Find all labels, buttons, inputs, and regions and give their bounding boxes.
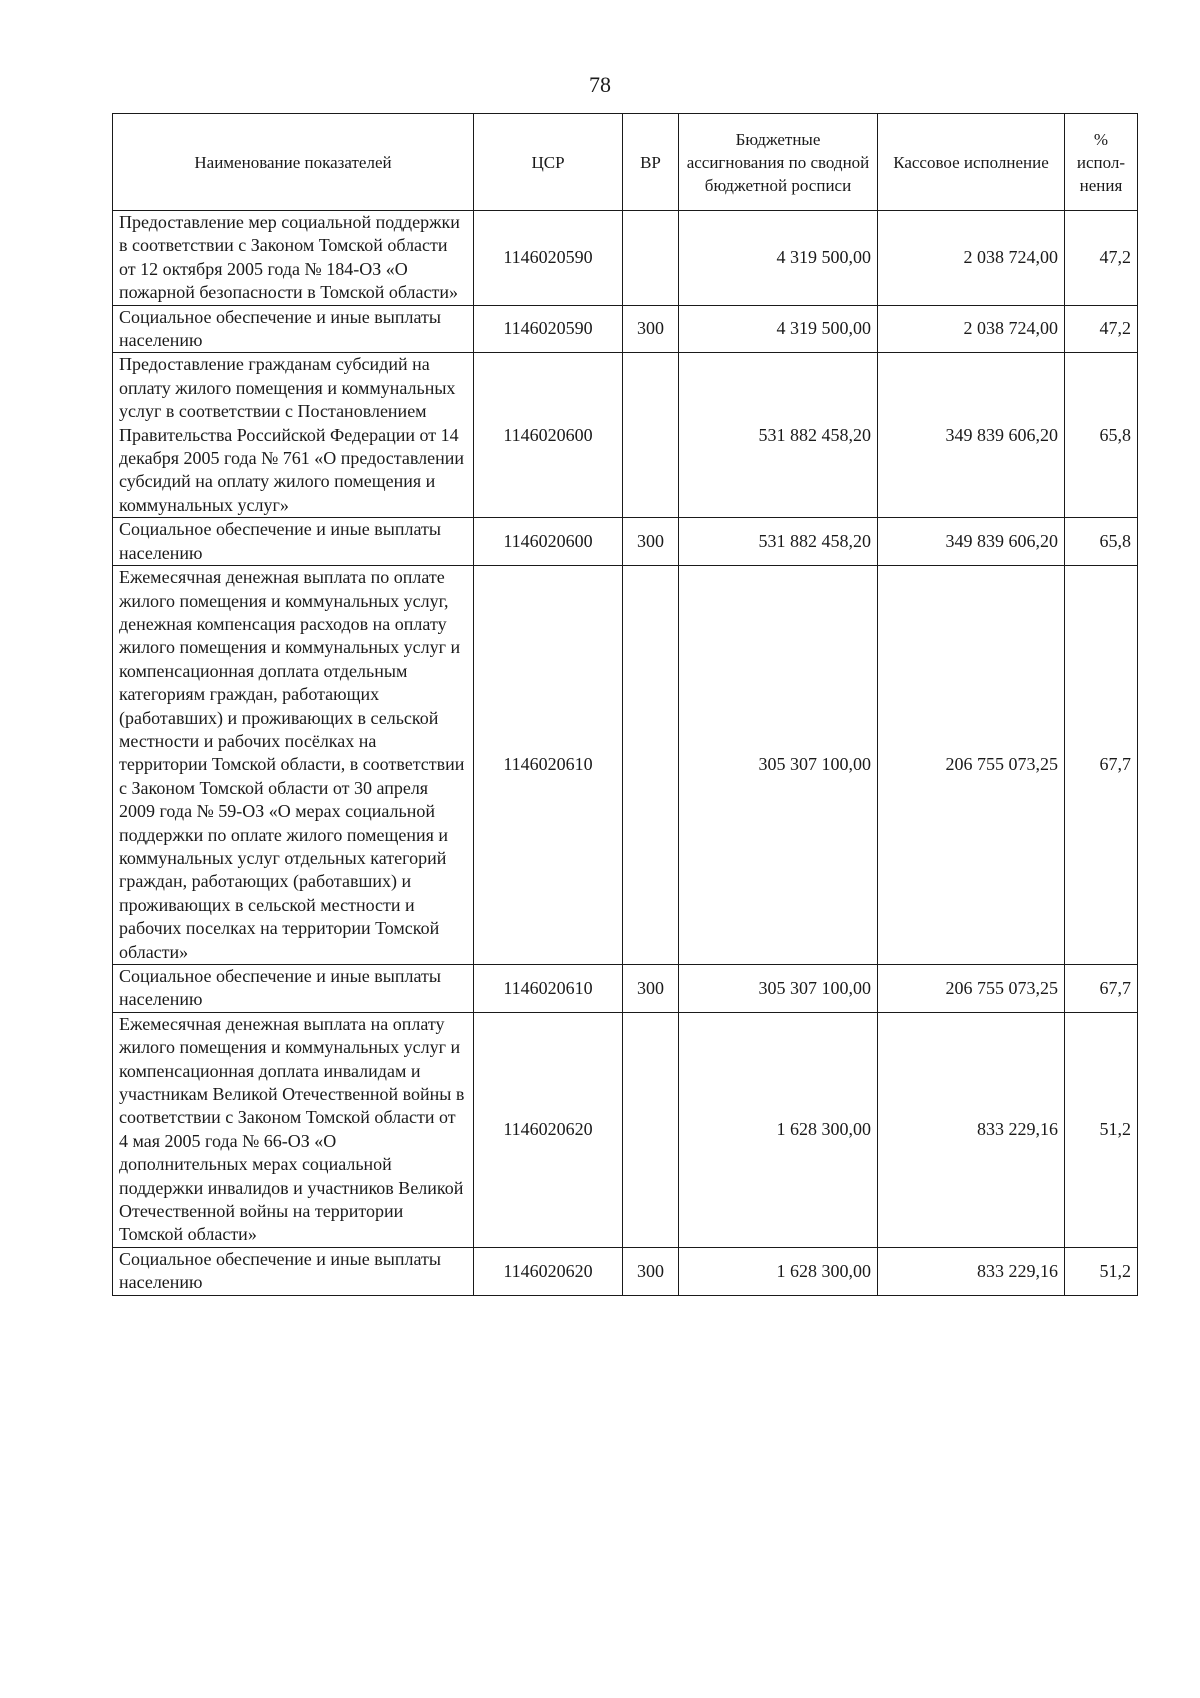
header-budget: Бюджетные ассигнования по сводной бюджетной росписи <box>679 114 878 211</box>
row-vr <box>623 1012 679 1247</box>
row-name: Ежемесячная денежная выплата на оплату жилого помещения и коммунальных услуг и компенсационная доплата инвалидам и участникам Великой Отечественной войны в соответствии с Законом Томской области от 4 мая 2005 года № 66-ОЗ «О дополнительных мерах социальной поддержки инвалидов и участников Великой Отечественной войны на территории Томской области» <box>113 1012 474 1247</box>
row-csr: 1146020600 <box>474 518 623 566</box>
row-budget: 305 307 100,00 <box>679 965 878 1013</box>
row-pct: 51,2 <box>1065 1247 1138 1295</box>
header-csr: ЦСР <box>474 114 623 211</box>
row-vr <box>623 211 679 306</box>
row-vr: 300 <box>623 965 679 1013</box>
row-csr: 1146020620 <box>474 1012 623 1247</box>
row-vr: 300 <box>623 518 679 566</box>
row-name: Предоставление мер социальной поддержки в соответствии с Законом Томской области от 12 октября 2005 года № 184-ОЗ «О пожарной безопасности в Томской области» <box>113 211 474 306</box>
row-pct: 67,7 <box>1065 965 1138 1013</box>
row-pct: 47,2 <box>1065 305 1138 353</box>
row-budget: 1 628 300,00 <box>679 1247 878 1295</box>
row-budget: 4 319 500,00 <box>679 305 878 353</box>
table-row <box>113 1012 1138 1247</box>
row-vr <box>623 353 679 518</box>
row-cash: 2 038 724,00 <box>878 211 1065 306</box>
row-vr <box>623 566 679 965</box>
page-number: 78 <box>589 72 611 97</box>
row-csr: 1146020600 <box>474 353 623 518</box>
row-pct: 65,8 <box>1065 518 1138 566</box>
row-name: Социальное обеспечение и иные выплаты населению <box>113 1247 474 1295</box>
row-name: Социальное обеспечение и иные выплаты населению <box>113 305 474 353</box>
row-csr: 1146020590 <box>474 305 623 353</box>
header-pct: % испол-нения <box>1065 114 1138 211</box>
header-name: Наименование показателей <box>113 114 474 211</box>
row-cash: 2 038 724,00 <box>878 305 1065 353</box>
row-budget: 4 319 500,00 <box>679 211 878 306</box>
budget-table <box>112 113 1138 1296</box>
table-row <box>113 353 1138 518</box>
row-csr: 1146020590 <box>474 211 623 306</box>
row-name: Социальное обеспечение и иные выплаты населению <box>113 965 474 1013</box>
row-cash: 206 755 073,25 <box>878 965 1065 1013</box>
table-row <box>113 518 1138 566</box>
table-row <box>113 566 1138 965</box>
row-name: Ежемесячная денежная выплата по оплате жилого помещения и коммунальных услуг, денежная компенсация расходов на оплату жилого помещения и коммунальных услуг и компенсационная доплата отдельным категориям граждан, работающих (работавших) и проживающих в сельской местности и рабочих посёлках на территории Томской области, в соответствии с Законом Томской области от 30 апреля 2009 года № 59-ОЗ «О мерах социальной поддержки по оплате жилого помещения и коммунальных услуг отдельных категорий граждан, работающих (работавших) и проживающих в сельской местности и рабочих поселках на территории Томской области» <box>113 566 474 965</box>
row-budget: 1 628 300,00 <box>679 1012 878 1247</box>
row-cash: 349 839 606,20 <box>878 353 1065 518</box>
row-name: Предоставление гражданам субсидий на оплату жилого помещения и коммунальных услуг в соответствии с Постановлением Правительства Российской Федерации от 14 декабря 2005 года № 761 «О предоставлении субсидий на оплату жилого помещения и коммунальных услуг» <box>113 353 474 518</box>
row-cash: 349 839 606,20 <box>878 518 1065 566</box>
row-pct: 51,2 <box>1065 1012 1138 1247</box>
row-cash: 833 229,16 <box>878 1012 1065 1247</box>
row-cash: 833 229,16 <box>878 1247 1065 1295</box>
row-vr: 300 <box>623 305 679 353</box>
row-cash: 206 755 073,25 <box>878 566 1065 965</box>
table-header-row <box>113 114 1138 211</box>
table-row <box>113 211 1138 306</box>
table-row <box>113 965 1138 1013</box>
header-cash: Кассовое исполнение <box>878 114 1065 211</box>
table-row <box>113 1247 1138 1295</box>
table-row <box>113 305 1138 353</box>
row-csr: 1146020620 <box>474 1247 623 1295</box>
row-csr: 1146020610 <box>474 566 623 965</box>
row-budget: 531 882 458,20 <box>679 518 878 566</box>
header-vr: ВР <box>623 114 679 211</box>
row-pct: 47,2 <box>1065 211 1138 306</box>
row-csr: 1146020610 <box>474 965 623 1013</box>
row-budget: 305 307 100,00 <box>679 566 878 965</box>
row-budget: 531 882 458,20 <box>679 353 878 518</box>
row-vr: 300 <box>623 1247 679 1295</box>
row-name: Социальное обеспечение и иные выплаты населению <box>113 518 474 566</box>
row-pct: 65,8 <box>1065 353 1138 518</box>
row-pct: 67,7 <box>1065 566 1138 965</box>
